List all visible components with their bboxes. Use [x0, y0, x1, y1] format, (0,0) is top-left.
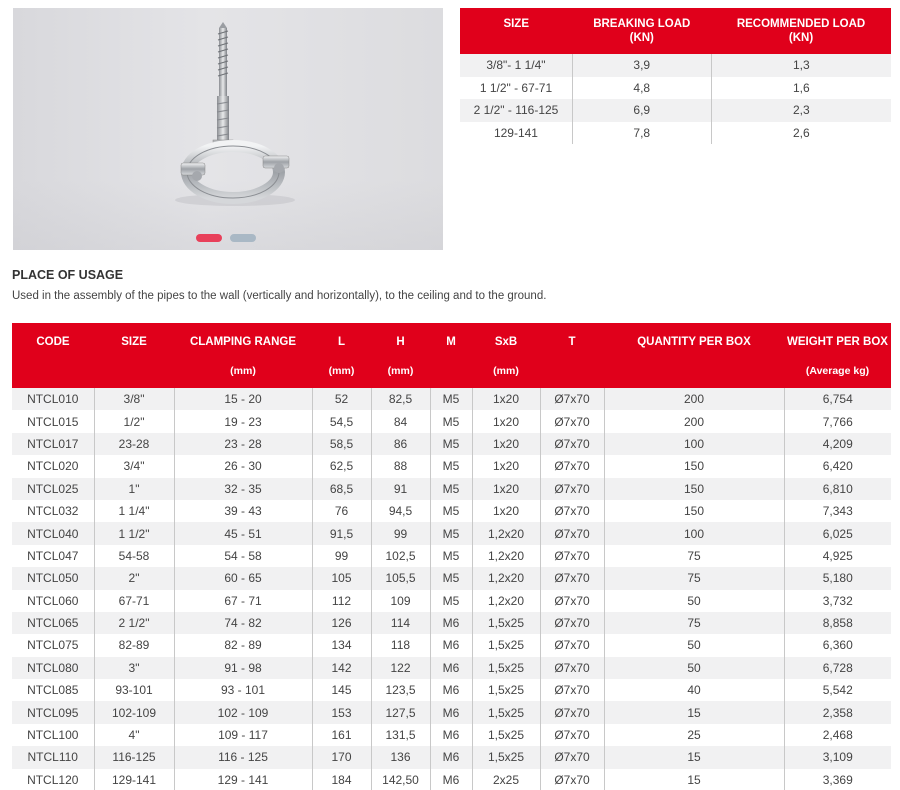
spec-table-cell: 2 1/2" [94, 612, 174, 634]
spec-table-cell: 1,5x25 [472, 701, 540, 723]
spec-header-cell: SxB [472, 323, 540, 365]
spec-table-cell: 84 [371, 410, 430, 432]
spec-table-cell: M5 [430, 410, 472, 432]
spec-header-cell: QUANTITY PER BOX [604, 323, 784, 365]
spec-table-cell: 1,2x20 [472, 590, 540, 612]
spec-table-cell: 62,5 [312, 455, 371, 477]
spec-table-cell: 109 [371, 590, 430, 612]
spec-table-cell: 76 [312, 500, 371, 522]
spec-table-cell: 102,5 [371, 545, 430, 567]
spec-table-cell: 5,542 [784, 679, 891, 701]
spec-table-cell: NTCL120 [12, 769, 94, 790]
spec-table-cell: 75 [604, 567, 784, 589]
spec-table-cell: 1,5x25 [472, 724, 540, 746]
load-header-recommended-unit: (KN) [711, 30, 891, 54]
spec-table-cell: 15 [604, 769, 784, 790]
spec-table-cell: 3/8" [94, 388, 174, 410]
spec-table-cell: NTCL110 [12, 746, 94, 768]
spec-table-cell: NTCL065 [12, 612, 94, 634]
spec-table-cell: 6,754 [784, 388, 891, 410]
spec-table-cell: 127,5 [371, 701, 430, 723]
spec-table-cell: 122 [371, 657, 430, 679]
spec-table-cell: 1 1/2" [94, 522, 174, 544]
usage-text: Used in the assembly of the pipes to the wall (vertically and horizontally), to the ceiling and to the ground. [12, 290, 547, 302]
load-header-recommended: RECOMMENDED LOAD [711, 8, 891, 30]
spec-table-cell: 1,5x25 [472, 612, 540, 634]
load-table-row [460, 54, 891, 77]
spec-table-cell: Ø7x70 [540, 657, 604, 679]
spec-table-cell: 3/4" [94, 455, 174, 477]
spec-table-cell: 184 [312, 769, 371, 790]
spec-table-cell: NTCL047 [12, 545, 94, 567]
spec-table-cell: 99 [312, 545, 371, 567]
spec-unit-cell: (mm) [371, 365, 430, 388]
spec-header-cell: CODE [12, 323, 94, 365]
spec-table-cell: 1x20 [472, 433, 540, 455]
spec-header-cell: M [430, 323, 472, 365]
spec-table-cell: Ø7x70 [540, 410, 604, 432]
load-header-breaking-unit: (KN) [572, 30, 711, 54]
spec-table-cell: 94,5 [371, 500, 430, 522]
spec-table-cell: 105,5 [371, 567, 430, 589]
spec-table-cell: 50 [604, 590, 784, 612]
spec-table-cell: 145 [312, 679, 371, 701]
spec-table-cell: 82,5 [371, 388, 430, 410]
spec-table-cell: 25 [604, 724, 784, 746]
spec-table-cell: 54 - 58 [174, 545, 312, 567]
spec-table-cell: 82 - 89 [174, 634, 312, 656]
spec-table-cell: 100 [604, 433, 784, 455]
spec-table-cell: 3,732 [784, 590, 891, 612]
spec-table-cell: Ø7x70 [540, 746, 604, 768]
spec-table-cell: 123,5 [371, 679, 430, 701]
spec-table-cell: Ø7x70 [540, 455, 604, 477]
spec-table-row [12, 500, 891, 522]
spec-header-cell: CLAMPING RANGE [174, 323, 312, 365]
spec-table-cell: Ø7x70 [540, 612, 604, 634]
spec-table-cell: 67-71 [94, 590, 174, 612]
spec-table-cell: 129 - 141 [174, 769, 312, 790]
spec-table-cell: NTCL015 [12, 410, 94, 432]
load-table-cell: 3/8"- 1 1/4" [460, 54, 572, 77]
spec-table-cell: 39 - 43 [174, 500, 312, 522]
spec-table-cell: Ø7x70 [540, 500, 604, 522]
pipe-clamp-illustration [13, 8, 443, 250]
spec-table-cell: Ø7x70 [540, 724, 604, 746]
spec-table-row [12, 433, 891, 455]
spec-table-cell: 3,109 [784, 746, 891, 768]
spec-table-row [12, 679, 891, 701]
spec-header-cell: L [312, 323, 371, 365]
load-table-cell: 6,9 [572, 99, 711, 122]
spec-table-cell: 1x20 [472, 388, 540, 410]
spec-table-cell: 150 [604, 455, 784, 477]
spec-table-cell: M6 [430, 634, 472, 656]
spec-table-cell: 40 [604, 679, 784, 701]
spec-table-cell: M6 [430, 612, 472, 634]
spec-table-cell: Ø7x70 [540, 769, 604, 790]
spec-table-cell: M5 [430, 500, 472, 522]
load-table-cell: 7,8 [572, 122, 711, 145]
spec-table-cell: 74 - 82 [174, 612, 312, 634]
spec-table-cell: 102 - 109 [174, 701, 312, 723]
spec-table-cell: NTCL010 [12, 388, 94, 410]
spec-table-cell: NTCL085 [12, 679, 94, 701]
spec-table-cell: 6,420 [784, 455, 891, 477]
load-table [460, 8, 891, 144]
spec-table-cell: M5 [430, 433, 472, 455]
spec-table-row [12, 612, 891, 634]
spec-table-cell: 1 1/4" [94, 500, 174, 522]
spec-table-cell: 4,209 [784, 433, 891, 455]
usage-title: PLACE OF USAGE [12, 268, 124, 282]
load-table-row [460, 77, 891, 100]
spec-table-row [12, 769, 891, 790]
spec-table-cell: 1,5x25 [472, 679, 540, 701]
spec-table-cell: 2,358 [784, 701, 891, 723]
spec-table-cell: 1,5x25 [472, 634, 540, 656]
spec-table-cell: 93 - 101 [174, 679, 312, 701]
carousel-dots [196, 234, 256, 242]
spec-table-cell: 2" [94, 567, 174, 589]
spec-table-cell: 6,810 [784, 478, 891, 500]
carousel-dot-active[interactable] [196, 234, 222, 242]
spec-table-cell: 2x25 [472, 769, 540, 790]
load-table-cell: 1,6 [711, 77, 891, 100]
product-image [13, 8, 443, 250]
spec-table-cell: 58,5 [312, 433, 371, 455]
load-table-row [460, 122, 891, 145]
spec-table-cell: M5 [430, 388, 472, 410]
spec-table-cell: 91,5 [312, 522, 371, 544]
spec-table-cell: 54-58 [94, 545, 174, 567]
spec-unit-cell [604, 365, 784, 388]
spec-table-cell: NTCL080 [12, 657, 94, 679]
spec-table-cell: M5 [430, 522, 472, 544]
spec-table-cell: 1" [94, 478, 174, 500]
load-header-size-unit [460, 30, 572, 54]
spec-table-cell: NTCL095 [12, 701, 94, 723]
spec-table-cell: NTCL032 [12, 500, 94, 522]
spec-table-cell: M5 [430, 567, 472, 589]
spec-table-cell: Ø7x70 [540, 388, 604, 410]
spec-table-cell: M5 [430, 455, 472, 477]
spec-table-cell: 1x20 [472, 455, 540, 477]
spec-unit-cell: (mm) [174, 365, 312, 388]
spec-table-cell: 91 [371, 478, 430, 500]
spec-table-cell: 1x20 [472, 500, 540, 522]
spec-table-cell: 150 [604, 478, 784, 500]
load-table-cell: 2 1/2" - 116-125 [460, 99, 572, 122]
spec-table-cell: Ø7x70 [540, 522, 604, 544]
spec-table-cell: M6 [430, 724, 472, 746]
spec-table-cell: 100 [604, 522, 784, 544]
spec-table-cell: 60 - 65 [174, 567, 312, 589]
spec-table-cell: 1,5x25 [472, 657, 540, 679]
spec-table-row [12, 545, 891, 567]
spec-unit-cell: (mm) [472, 365, 540, 388]
spec-table-cell: 170 [312, 746, 371, 768]
spec-table-cell: 2,468 [784, 724, 891, 746]
spec-table-cell: 129-141 [94, 769, 174, 790]
spec-table-cell: 118 [371, 634, 430, 656]
spec-table-cell: NTCL050 [12, 567, 94, 589]
spec-table-cell: M6 [430, 769, 472, 790]
spec-table-cell: 161 [312, 724, 371, 746]
spec-table-cell: 6,360 [784, 634, 891, 656]
spec-table-cell: 6,728 [784, 657, 891, 679]
spec-table-cell: Ø7x70 [540, 590, 604, 612]
spec-table-cell: 68,5 [312, 478, 371, 500]
spec-table-cell: 200 [604, 410, 784, 432]
spec-table-cell: 15 [604, 701, 784, 723]
spec-table-cell: 126 [312, 612, 371, 634]
spec-header-cell: T [540, 323, 604, 365]
spec-table-row [12, 701, 891, 723]
spec-table-cell: 112 [312, 590, 371, 612]
spec-table-row [12, 724, 891, 746]
spec-unit-cell [94, 365, 174, 388]
spec-table-cell: 150 [604, 500, 784, 522]
spec-table-cell: 88 [371, 455, 430, 477]
spec-table-cell: 86 [371, 433, 430, 455]
spec-table-cell: 67 - 71 [174, 590, 312, 612]
spec-table-cell: 91 - 98 [174, 657, 312, 679]
spec-table-cell: Ø7x70 [540, 634, 604, 656]
spec-table-cell: M5 [430, 590, 472, 612]
spec-table-cell: 75 [604, 545, 784, 567]
spec-table-cell: NTCL075 [12, 634, 94, 656]
spec-table-cell: 3,369 [784, 769, 891, 790]
load-table-row [460, 99, 891, 122]
spec-table-cell: M5 [430, 478, 472, 500]
spec-table-cell: 131,5 [371, 724, 430, 746]
spec-table-cell: 116-125 [94, 746, 174, 768]
spec-table-cell: Ø7x70 [540, 679, 604, 701]
spec-table-cell: 82-89 [94, 634, 174, 656]
load-table-cell: 2,3 [711, 99, 891, 122]
spec-unit-cell [540, 365, 604, 388]
spec-table-row [12, 410, 891, 432]
spec-table-cell: 1/2" [94, 410, 174, 432]
spec-table-cell: M6 [430, 701, 472, 723]
spec-table-cell: 54,5 [312, 410, 371, 432]
spec-table-cell: 102-109 [94, 701, 174, 723]
spec-table-row [12, 657, 891, 679]
spec-table-cell: 19 - 23 [174, 410, 312, 432]
load-table-cell: 2,6 [711, 122, 891, 145]
spec-header-cell: H [371, 323, 430, 365]
spec-table-cell: NTCL100 [12, 724, 94, 746]
spec-table-cell: 50 [604, 634, 784, 656]
spec-table-cell: 4" [94, 724, 174, 746]
spec-table-cell: 116 - 125 [174, 746, 312, 768]
spec-header-cell: WEIGHT PER BOX [784, 323, 891, 365]
spec-table-cell: NTCL020 [12, 455, 94, 477]
spec-table-cell: Ø7x70 [540, 478, 604, 500]
spec-table-row [12, 746, 891, 768]
spec-table-cell: 26 - 30 [174, 455, 312, 477]
spec-table-row [12, 522, 891, 544]
spec-table-row [12, 455, 891, 477]
spec-table-cell: Ø7x70 [540, 545, 604, 567]
spec-table-cell: 1,5x25 [472, 746, 540, 768]
load-table-cell: 1 1/2" - 67-71 [460, 77, 572, 100]
spec-table-cell: 114 [371, 612, 430, 634]
spec-table-cell: 32 - 35 [174, 478, 312, 500]
spec-table [12, 323, 891, 790]
load-header-size: SIZE [460, 8, 572, 30]
spec-unit-cell: (Average kg) [784, 365, 891, 388]
spec-table-cell: 23-28 [94, 433, 174, 455]
spec-table-cell: 4,925 [784, 545, 891, 567]
spec-table-cell: 50 [604, 657, 784, 679]
load-table-cell: 4,8 [572, 77, 711, 100]
spec-table-cell: 1x20 [472, 478, 540, 500]
spec-table-cell: M6 [430, 679, 472, 701]
spec-table-cell: Ø7x70 [540, 433, 604, 455]
spec-table-row [12, 634, 891, 656]
spec-table-cell: 99 [371, 522, 430, 544]
spec-table-cell: M5 [430, 545, 472, 567]
spec-table-cell: 134 [312, 634, 371, 656]
spec-table-cell: NTCL060 [12, 590, 94, 612]
spec-table-cell: 45 - 51 [174, 522, 312, 544]
spec-table-cell: 1,2x20 [472, 522, 540, 544]
spec-table-cell: 1,2x20 [472, 545, 540, 567]
spec-table-cell: 136 [371, 746, 430, 768]
spec-table-cell: 3" [94, 657, 174, 679]
spec-table-cell: Ø7x70 [540, 567, 604, 589]
spec-table-cell: 5,180 [784, 567, 891, 589]
spec-table-cell: 15 - 20 [174, 388, 312, 410]
spec-table-cell: 1,2x20 [472, 567, 540, 589]
spec-table-cell: 109 - 117 [174, 724, 312, 746]
spec-table-cell: 200 [604, 388, 784, 410]
carousel-dot-2[interactable] [230, 234, 256, 242]
spec-table-cell: 23 - 28 [174, 433, 312, 455]
spec-table-cell: M6 [430, 657, 472, 679]
spec-unit-cell [12, 365, 94, 388]
spec-table-cell: 153 [312, 701, 371, 723]
spec-unit-cell: (mm) [312, 365, 371, 388]
spec-table-cell: 93-101 [94, 679, 174, 701]
spec-table-row [12, 388, 891, 410]
spec-table-cell: 142,50 [371, 769, 430, 790]
spec-table-row [12, 567, 891, 589]
spec-table-cell: NTCL040 [12, 522, 94, 544]
load-table-cell: 1,3 [711, 54, 891, 77]
spec-table-cell: 142 [312, 657, 371, 679]
spec-table-cell: 7,766 [784, 410, 891, 432]
spec-table-cell: NTCL025 [12, 478, 94, 500]
spec-table-cell: 75 [604, 612, 784, 634]
spec-unit-cell [430, 365, 472, 388]
spec-table-cell: 105 [312, 567, 371, 589]
load-table-cell: 3,9 [572, 54, 711, 77]
load-table-cell: 129-141 [460, 122, 572, 145]
spec-table-cell: 52 [312, 388, 371, 410]
load-header-breaking: BREAKING LOAD [572, 8, 711, 30]
spec-table-cell: 6,025 [784, 522, 891, 544]
spec-table-cell: NTCL017 [12, 433, 94, 455]
spec-table-cell: M6 [430, 746, 472, 768]
spec-table-cell: 7,343 [784, 500, 891, 522]
spec-table-cell: Ø7x70 [540, 701, 604, 723]
spec-table-cell: 15 [604, 746, 784, 768]
spec-table-row [12, 478, 891, 500]
spec-table-cell: 1x20 [472, 410, 540, 432]
spec-header-cell: SIZE [94, 323, 174, 365]
spec-table-cell: 8,858 [784, 612, 891, 634]
spec-table-row [12, 590, 891, 612]
